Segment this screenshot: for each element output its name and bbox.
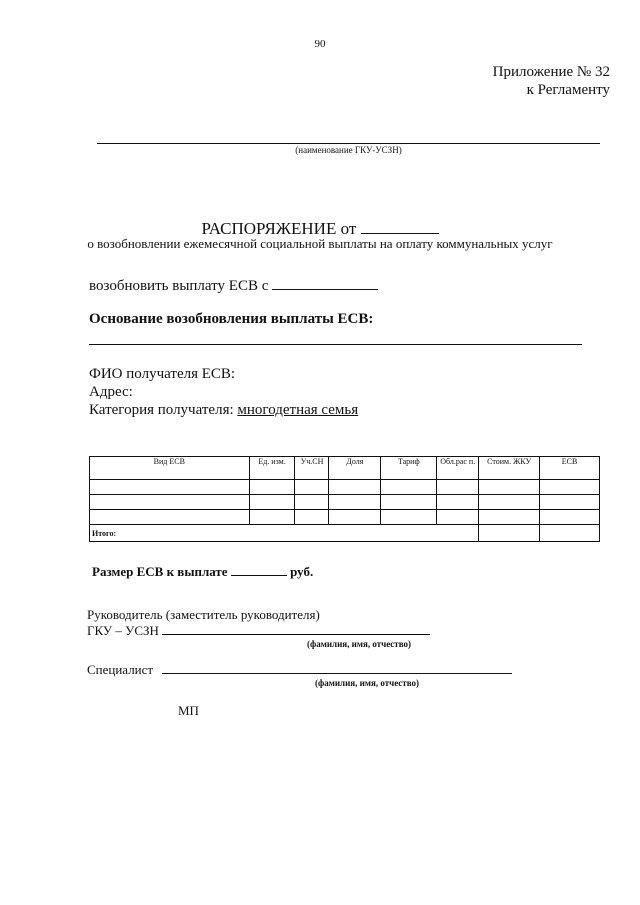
payment-size-unit: руб. bbox=[290, 564, 314, 579]
table-header-cell: Стоим. ЖКУ bbox=[479, 457, 540, 480]
table-header-cell: Вид ЕСВ bbox=[90, 457, 250, 480]
resume-label: возобновить выплату ЕСВ с bbox=[89, 278, 269, 294]
payment-size-blank bbox=[231, 564, 287, 576]
specialist-name-blank bbox=[162, 662, 512, 674]
table-header-cell: Доля bbox=[329, 457, 381, 480]
table-row bbox=[90, 495, 600, 510]
resume-date-blank bbox=[272, 276, 378, 290]
fio-label: ФИО получателя ЕСВ: bbox=[89, 366, 236, 382]
payment-size-line bbox=[92, 564, 313, 580]
org-name-caption: (наименование ГКУ-УСЗН) bbox=[295, 145, 402, 155]
head-name-blank bbox=[162, 623, 430, 635]
table-header-row bbox=[90, 457, 600, 480]
table-header-cell: ЕСВ bbox=[540, 457, 600, 480]
document-subtitle: о возобновлении ежемесячной социальной выплаты на оплату коммунальных услуг bbox=[87, 236, 553, 251]
calculation-table bbox=[89, 456, 600, 542]
payment-size-label: Размер ЕСВ к выплате bbox=[92, 564, 228, 579]
head-org-label: ГКУ – УСЗН bbox=[87, 623, 159, 638]
head-signature-line bbox=[87, 623, 430, 639]
table-header-cell: Тариф bbox=[381, 457, 437, 480]
table-header-cell: Обл.рас п. bbox=[437, 457, 479, 480]
category-line bbox=[89, 402, 358, 419]
appendix-number: Приложение № 32 bbox=[492, 64, 610, 80]
org-name-line bbox=[97, 143, 600, 144]
date-blank bbox=[361, 219, 439, 234]
category-value: многодетная семья bbox=[237, 402, 359, 418]
resume-line bbox=[89, 276, 378, 295]
head-title: Руководитель (заместитель руководителя) bbox=[87, 607, 320, 622]
head-name-caption: (фамилия, имя, отчество) bbox=[307, 639, 412, 649]
page-number: 90 bbox=[314, 38, 326, 50]
table-header-cell: Ед. изм. bbox=[249, 457, 295, 480]
address-label: Адрес: bbox=[89, 384, 133, 400]
document-title-text: РАСПОРЯЖЕНИЕ от bbox=[201, 219, 357, 238]
specialist-signature-line bbox=[87, 662, 512, 678]
table-total-row bbox=[90, 525, 600, 542]
basis-line bbox=[89, 344, 582, 345]
specialist-name-caption: (фамилия, имя, отчество) bbox=[315, 678, 420, 688]
category-label: Категория получателя: bbox=[89, 402, 234, 418]
specialist-label: Специалист bbox=[87, 662, 154, 677]
table-header-cell: Уч.СН bbox=[295, 457, 329, 480]
appendix-reference: к Регламенту bbox=[526, 82, 610, 98]
table-row bbox=[90, 480, 600, 495]
basis-heading: Основание возобновления выплаты ЕСВ: bbox=[89, 311, 374, 327]
total-label: Итого: bbox=[90, 525, 479, 542]
table-row bbox=[90, 510, 600, 525]
stamp-place: МП bbox=[178, 703, 199, 718]
